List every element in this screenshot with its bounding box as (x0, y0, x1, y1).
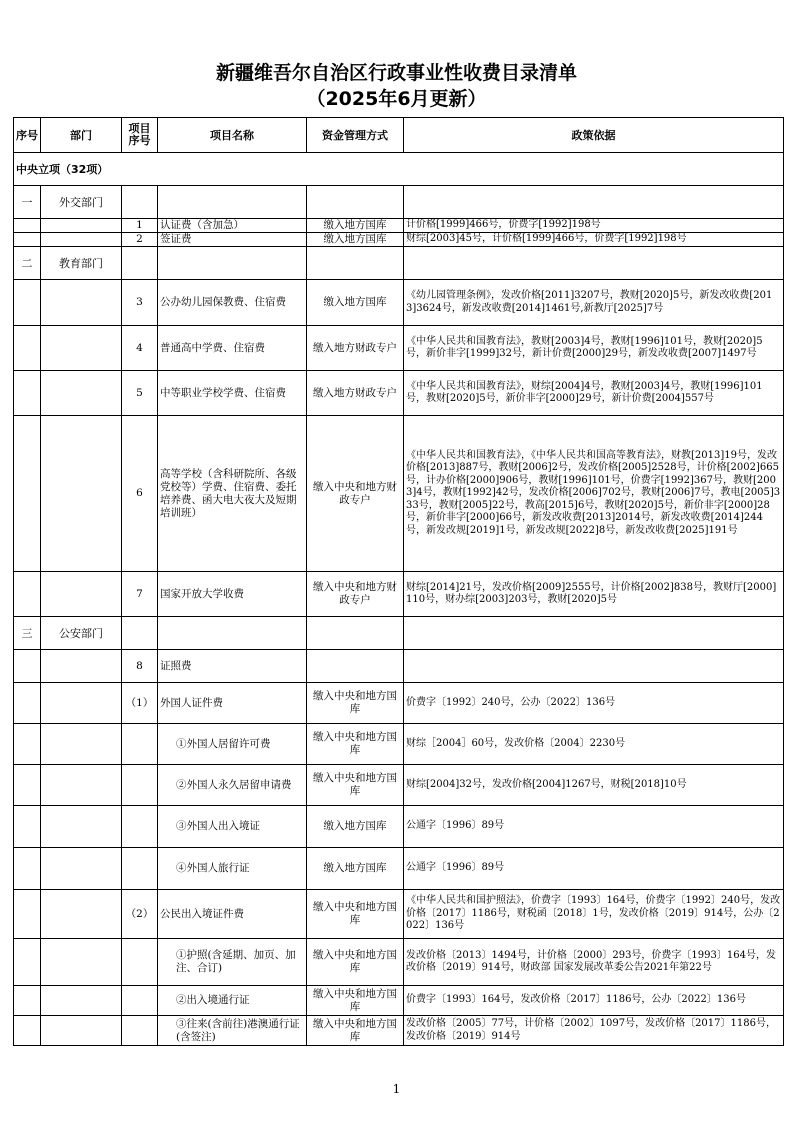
item-name: 高等学校（含科研院所、各级党校等）学费、住宿费、委托培养费、函大电大夜大及短期培训班） (158, 416, 307, 572)
table-row (14, 650, 784, 683)
item-name: ①外国人居留许可费 (158, 724, 307, 765)
policy-basis: 财综[2003]45号，计价格[1999]466号，价费字[1992]198号 (404, 233, 784, 247)
fund-method: 缴入中央和地方国库 (307, 890, 404, 939)
policy-basis: 发改价格〔2005〕77号，计价格〔2002〕1097号，发改价格〔2017〕1186号，发改价格〔2019〕914号 (404, 1016, 784, 1046)
item-number (122, 939, 158, 986)
table-row (14, 939, 784, 986)
fund-method: 缴入地方国库 (307, 280, 404, 326)
item-number: 1 (122, 219, 158, 233)
item-name: ④外国人旅行证 (158, 848, 307, 890)
table-row (14, 986, 784, 1016)
page-number: 1 (392, 1082, 401, 1096)
policy-basis: 《中华人民共和国护照法》，价费字〔1993〕164号，价费字〔1992〕240号，发改价格〔2017〕1186号，财税函〔2018〕1号，发改价格〔2019〕914号，公办〔2022〕136号 (404, 890, 784, 939)
item-number: （1） (122, 683, 158, 724)
fund-method: 缴入中央和地方国库 (307, 939, 404, 986)
item-number: 3 (122, 280, 158, 326)
item-number (122, 848, 158, 890)
item-number: 2 (122, 233, 158, 247)
table-row (14, 765, 784, 806)
item-number: 8 (122, 650, 158, 683)
policy-basis (404, 650, 784, 683)
category-name: 外交部门 (41, 186, 122, 219)
section-label: 中央立项（32项） (14, 153, 784, 186)
header-seq: 序号 (14, 118, 41, 153)
category-number: 三 (14, 617, 41, 650)
fund-method: 缴入地方国库 (307, 848, 404, 890)
item-name: 公民出入境证件费 (158, 890, 307, 939)
category-row (14, 247, 784, 280)
fund-method: 缴入地方财政专户 (307, 326, 404, 371)
fund-method: 缴入中央和地方国库 (307, 724, 404, 765)
category-row (14, 617, 784, 650)
item-name: 公办幼儿园保教费、住宿费 (158, 280, 307, 326)
item-name: 证照费 (158, 650, 307, 683)
category-name: 公安部门 (41, 617, 122, 650)
table-row (14, 572, 784, 617)
table-row (14, 219, 784, 233)
document-subtitle: （2025年6月更新） (306, 88, 487, 110)
category-name: 教育部门 (41, 247, 122, 280)
category-number: 一 (14, 186, 41, 219)
table-row (14, 326, 784, 371)
item-number: 7 (122, 572, 158, 617)
item-number (122, 765, 158, 806)
fund-method: 缴入中央和地方国库 (307, 765, 404, 806)
fund-method (307, 650, 404, 683)
item-number: 6 (122, 416, 158, 572)
policy-basis: 财综[2004]32号，发改价格[2004]1267号，财税[2018]10号 (404, 765, 784, 806)
fund-method: 缴入中央和地方国库 (307, 986, 404, 1016)
table-row (14, 280, 784, 326)
policy-basis: 价费字〔1993〕164号，发改价格〔2017〕1186号，公办〔2022〕136号 (404, 986, 784, 1016)
policy-basis: 发改价格〔2013〕1494号，计价格〔2000〕293号，价费字〔1993〕164号，发改价格〔2019〕914号，财政部 国家发展改革委公告2021年第22号 (404, 939, 784, 986)
policy-basis: 财综［2004］60号，发改价格〔2004〕2230号 (404, 724, 784, 765)
policy-basis: 公通字〔1996〕89号 (404, 806, 784, 848)
header-item-name: 项目名称 (158, 118, 307, 153)
policy-basis: 价费字〔1992〕240号，公办〔2022〕136号 (404, 683, 784, 724)
item-number (122, 1016, 158, 1046)
document-title: 新疆维吾尔自治区行政事业性收费目录清单 (215, 62, 577, 84)
table-row (14, 848, 784, 890)
table-row (14, 371, 784, 416)
header-fund: 资金管理方式 (307, 118, 404, 153)
policy-basis: 财综[2014]21号，发改价格[2009]2555号，计价格[2002]838号，教财厅[2000]110号，财办综[2003]203号，教财[2020]5号 (404, 572, 784, 617)
item-name: ③外国人出入境证 (158, 806, 307, 848)
policy-basis: 《幼儿园管理条例》，发改价格[2011]3207号，教财[2020]5号，新发改收费[2013]3624号，新发改收费[2014]1461号,新教厅[2025]7号 (404, 280, 784, 326)
policy-basis: 《中华人民共和国教育法》，财综[2004]4号，教财[2003]4号，教财[1996]101号，教财[2020]5号，新价非字[2000]29号，新计价费[2004]557号 (404, 371, 784, 416)
item-number: 4 (122, 326, 158, 371)
fund-method: 缴入地方国库 (307, 219, 404, 233)
policy-basis: 公通字〔1996〕89号 (404, 848, 784, 890)
policy-basis: 《中华人民共和国教育法》，教财[2003]4号，教财[1996]101号，教财[2020]5号，新价非字[1999]32号，新计价费[2000]29号，新发改收费[2007]1497号 (404, 326, 784, 371)
item-number (122, 806, 158, 848)
table-row (14, 806, 784, 848)
fund-method: 缴入中央和地方财政专户 (307, 416, 404, 572)
header-item-seq: 项目序号 (122, 118, 158, 153)
table-row (14, 890, 784, 939)
fund-method: 缴入地方国库 (307, 233, 404, 247)
item-name: ②外国人永久居留申请费 (158, 765, 307, 806)
fund-method: 缴入地方财政专户 (307, 371, 404, 416)
item-name: ①护照(含延期、加页、加注、合订) (158, 939, 307, 986)
table-header-row (14, 118, 784, 153)
table-row (14, 683, 784, 724)
item-name: ③往来(含前往)港澳通行证(含签注) (158, 1016, 307, 1046)
category-number: 二 (14, 247, 41, 280)
policy-basis: 计价格[1999]466号，价费字[1992]198号 (404, 219, 784, 233)
category-row (14, 186, 784, 219)
item-name: 普通高中学费、住宿费 (158, 326, 307, 371)
table-row (14, 1016, 784, 1046)
table-row (14, 233, 784, 247)
section-row (14, 153, 784, 186)
item-number: 5 (122, 371, 158, 416)
item-number (122, 986, 158, 1016)
item-name: 中等职业学校学费、住宿费 (158, 371, 307, 416)
fee-catalog-table (13, 117, 784, 1046)
policy-basis: 《中华人民共和国教育法》，《中华人民共和国高等教育法》，财教[2013]19号，发改价格[2013]887号，教财[2006]2号，发改价格[2005]2528号，计价格[2002]665号，计办价格[2000]906号，教财[1996]101号，价费字[1992]367号，教财[2003]4号，教财[1992]42号，发改价格[2006]702号，教财[2006]7号，教电[2005]333号，教财[2005]22号，教高[2015]6号，教财[2020]5号，新价非字[2000]28号，新价非字[2000]66号，新发改收费[2013]2014号，新发改收费[2014]244号，新发改规[2019]1号，新发改规[2022]8号，新发改收费[2025]191号 (404, 416, 784, 572)
item-name: ②出入境通行证 (158, 986, 307, 1016)
fund-method: 缴入地方国库 (307, 806, 404, 848)
fund-method: 缴入中央和地方国库 (307, 1016, 404, 1046)
item-name: 国家开放大学收费 (158, 572, 307, 617)
item-name: 认证费（含加急） (158, 219, 307, 233)
header-dept: 部门 (41, 118, 122, 153)
item-name: 签证费 (158, 233, 307, 247)
item-number: （2） (122, 890, 158, 939)
item-name: 外国人证件费 (158, 683, 307, 724)
table-row (14, 416, 784, 572)
header-basis: 政策依据 (404, 118, 784, 153)
fund-method: 缴入中央和地方国库 (307, 683, 404, 724)
item-number (122, 724, 158, 765)
table-row (14, 724, 784, 765)
fund-method: 缴入中央和地方财政专户 (307, 572, 404, 617)
